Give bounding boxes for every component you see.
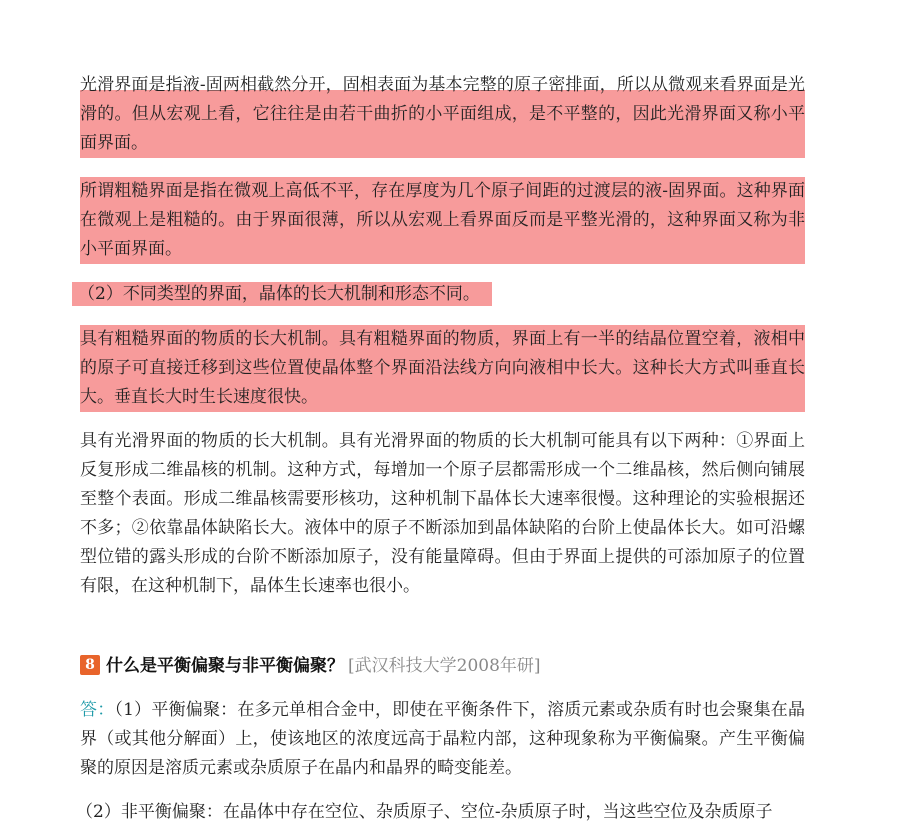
answer-paragraph-2: （2）非平衡偏聚：在晶体中存在空位、杂质原子、空位-杂质原子时，当这些空位及杂质原子 — [76, 802, 773, 822]
question-heading — [80, 652, 541, 680]
highlighted-paragraph-rough-growth: 具有粗糙界面的物质的长大机制。具有粗糙界面的物质，界面上有一半的结晶位置空着，液相中的原子可直接迁移到这些位置使晶体整个界面沿法线方向向液相中长大。这种长大方式叫垂直长大。垂直长大时生长速度很快。 — [80, 325, 805, 412]
highlighted-paragraph-rough-interface: 所谓粗糙界面是指在微观上高低不平，存在厚度为几个原子间距的过渡层的液-固界面。这种界面在微观上是粗糙的。由于界面很薄，所以从宏观上看界面反而是平整光滑的，这种界面又称为非小平面界面。 — [80, 177, 805, 264]
answer-text: （1）平衡偏聚：在多元单相合金中，即使在平衡条件下，溶质元素或杂质有时也会聚集在晶界（或其他分解面）上，使该地区的浓度远高于晶粒内部，这种现象称为平衡偏聚。产生平衡偏聚的原因是溶质元素或杂质原子在晶内和晶界的畸变能差。 — [80, 700, 805, 778]
highlighted-paragraph-smooth-interface — [80, 75, 806, 158]
paragraph-line: 的，因此光滑界面又称小平面界面。 — [80, 104, 806, 153]
paragraph-growth-mechanism-heading — [72, 280, 492, 309]
question-title: 什么是平衡偏聚与非平衡偏聚？ — [106, 656, 344, 676]
answer-label: 答： — [80, 700, 115, 720]
paragraph-hidden-line: 光滑界面是指液-固两相截然分开，固相表面为基本完整的原子密排面，所 — [80, 75, 634, 95]
question-source: [武汉科技大学2008年研] — [348, 656, 541, 676]
highlighted-inline-text: （2）不同类型的界面，晶体的长大机制和形态不同。 — [72, 282, 492, 306]
question-number-badge: 8 — [80, 655, 100, 675]
paragraph-line: 以从微观来看界面是光滑的。但从宏观上看，它往往是由若干曲折的小平面组成，是不平整 — [80, 75, 805, 124]
answer-paragraph-1 — [80, 696, 805, 783]
paragraph-smooth-growth: 具有光滑界面的物质的长大机制。具有光滑界面的物质的长大机制可能具有以下两种：①界面上反复形成二维晶核的机制。这种方式，每增加一个原子层都需形成一个二维晶核，然后侧向铺展至整个表面。形成二维晶核需要形核功，这种机制下晶体长大速率很慢。这种理论的实验根据还不多；②依靠晶体缺陷长大。液体中的原子不断添加到晶体缺陷的台阶上使晶体长大。如可沿螺型位错的露头形成的台阶不断添加原子，没有能量障碍。但由于界面上提供的可添加原子的位置有限，在这种机制下，晶体生长速率也很小。 — [80, 431, 805, 596]
